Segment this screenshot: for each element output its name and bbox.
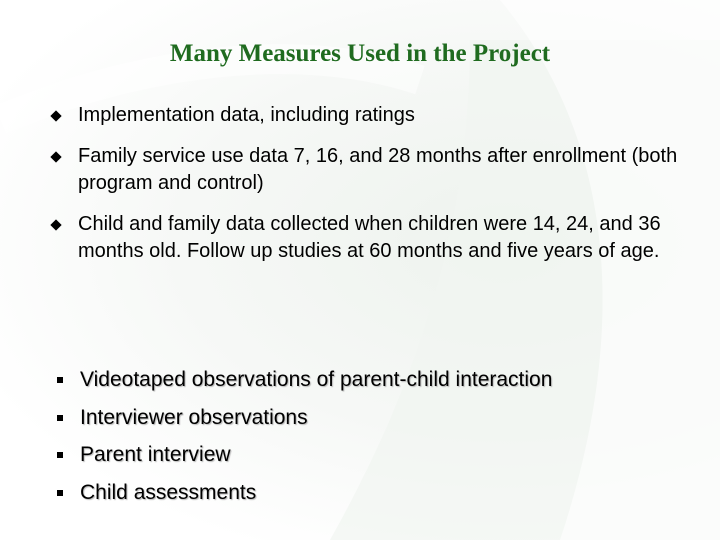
diamond-bullet-icon (50, 219, 61, 230)
measure-item (55, 440, 705, 470)
measures-bullet-list (55, 365, 705, 515)
measure-text: Parent interview (80, 443, 231, 466)
measure-item (55, 478, 705, 508)
measure-item (55, 403, 705, 433)
square-bullet-icon (57, 415, 63, 421)
square-bullet-icon (57, 452, 63, 458)
measure-text: Videotaped observations of parent-child interaction (80, 368, 553, 391)
measure-item (55, 365, 705, 395)
main-bullet-list (52, 102, 692, 279)
bullet-item (52, 211, 692, 265)
square-bullet-icon (57, 490, 63, 496)
measure-text: Child assessments (80, 480, 257, 504)
diamond-bullet-icon (50, 110, 61, 121)
bullet-text: Family service use data 7, 16, and 28 months after enrollment (both program and control) (78, 145, 678, 194)
square-bullet-icon (57, 377, 63, 383)
measure-text: Interviewer observations (80, 405, 308, 429)
bullet-item (52, 143, 692, 197)
diamond-bullet-icon (50, 151, 61, 162)
bullet-text: Child and family data collected when children were 14, 24, and 36 months old. Follow up studies at 60 months and five years of age. (78, 213, 661, 262)
bullet-item (52, 102, 692, 129)
bullet-text: Implementation data, including ratings (78, 104, 415, 126)
slide-title: Many Measures Used in the Project (169, 40, 551, 67)
